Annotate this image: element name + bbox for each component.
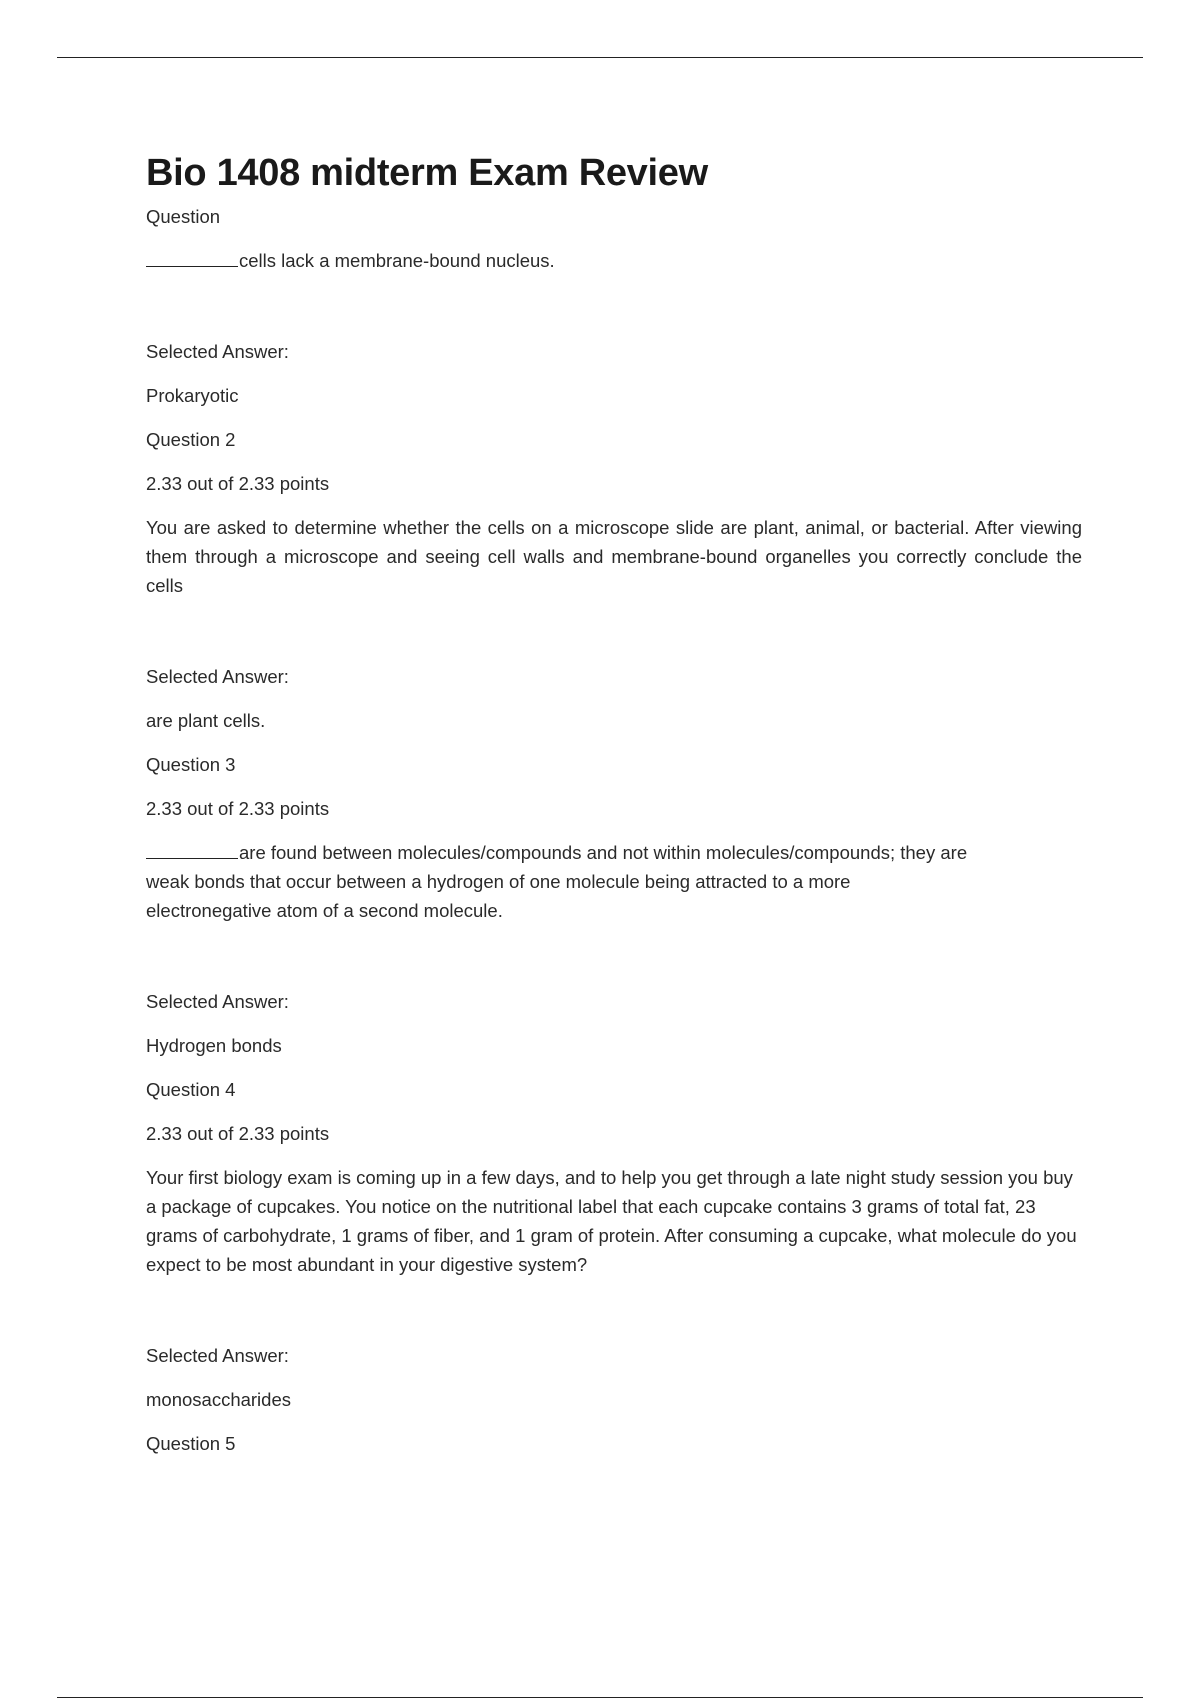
selected-answer-label: Selected Answer:: [146, 341, 289, 362]
question-label: Question 4: [146, 1079, 236, 1100]
question-prompt-line: electronegative atom of a second molecule.: [146, 900, 503, 921]
selected-answer-value: are plant cells.: [146, 710, 266, 731]
answer-blank: [146, 248, 238, 267]
page-title: Bio 1408 midterm Exam Review: [146, 152, 708, 194]
question-prompt: [146, 246, 1082, 275]
question-label: Question 2: [146, 429, 236, 450]
selected-answer-value: Hydrogen bonds: [146, 1035, 282, 1056]
selected-answer-value: Prokaryotic: [146, 385, 239, 406]
question-label: Question 3: [146, 754, 236, 775]
selected-answer-label: Selected Answer:: [146, 991, 289, 1012]
selected-answer-label: Selected Answer:: [146, 1345, 289, 1366]
question-prompt-text: cells lack a membrane-bound nucleus.: [239, 250, 555, 271]
question-points: 2.33 out of 2.33 points: [146, 1123, 330, 1144]
answer-blank: [146, 840, 238, 859]
question-prompt-text: are found between molecules/compounds and not within molecules/compounds; they are: [239, 842, 968, 863]
selected-answer-value: monosaccharides: [146, 1389, 291, 1410]
question-prompt: [146, 838, 1082, 925]
question-prompt: You are asked to determine whether the cells on a microscope slide are plant, animal, or bacterial. After viewing them through a microscope and seeing cell walls and membrane-bound organelles you correctly conclude the cells: [146, 517, 1082, 596]
question-points: 2.33 out of 2.33 points: [146, 798, 330, 819]
document-body: [146, 148, 1082, 1458]
question-label: Question: [146, 206, 221, 227]
question-prompt-line: weak bonds that occur between a hydrogen of one molecule being attracted to a more: [146, 871, 851, 892]
header-rule: [57, 57, 1143, 58]
question-prompt: Your first biology exam is coming up in a few days, and to help you get through a late night study session you buy a package of cupcakes. You notice on the nutritional label that each cupcake contains 3 grams of total fat, 23 grams of carbohydrate, 1 grams of fiber, and 1 gram of protein. After consuming a cupcake, what molecule do you expect to be most abundant in your digestive system?: [146, 1167, 1077, 1275]
question-points: 2.33 out of 2.33 points: [146, 473, 330, 494]
question-prompt-line: [146, 838, 1082, 867]
question-label: Question 5: [146, 1433, 236, 1454]
selected-answer-label: Selected Answer:: [146, 666, 289, 687]
footer-rule: [57, 1697, 1143, 1698]
